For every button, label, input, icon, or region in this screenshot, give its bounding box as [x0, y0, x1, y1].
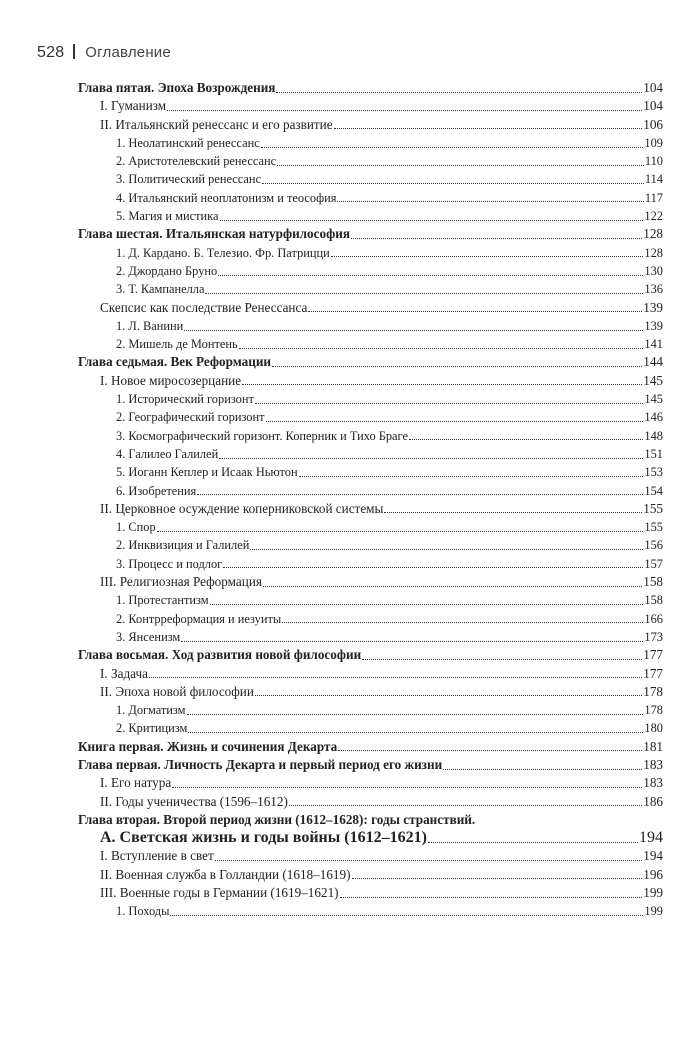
dot-leader [299, 476, 644, 477]
toc-entry [78, 774, 663, 792]
toc-entry [78, 244, 663, 262]
toc-entry-title: II. Эпоха новой философии [100, 683, 254, 699]
toc-entry-title: 3. Т. Кампанелла [116, 282, 205, 297]
dot-leader [172, 787, 642, 788]
toc-entry-title: I. Вступление в свет [100, 848, 214, 864]
toc-entry [78, 500, 663, 518]
toc-entry [78, 628, 663, 646]
toc-entry-title: I. Его натура [100, 775, 172, 791]
toc-page-number: 196 [643, 866, 663, 882]
toc-page-number: 109 [644, 135, 663, 150]
dot-leader [308, 311, 642, 312]
dot-leader [338, 750, 642, 751]
toc-entry-title: 1. Исторический горизонт [116, 392, 254, 407]
toc-page-number: 183 [643, 756, 663, 772]
toc-entry-title: 4. Галилео Галилей [116, 446, 219, 461]
toc-chapter-entry [78, 79, 663, 97]
dot-leader [215, 860, 643, 861]
toc-entry [78, 482, 663, 500]
dot-leader [167, 110, 642, 111]
toc-entry [78, 134, 663, 152]
toc-page-number: 173 [644, 629, 663, 644]
toc-entry-title: Книга первая. Жизнь и сочинения Декарта [78, 738, 338, 754]
toc-page-number: 139 [644, 318, 663, 333]
toc-page-number: 144 [643, 354, 663, 370]
toc-entry [78, 555, 663, 573]
toc-page-number: 148 [644, 428, 663, 443]
toc-page-number: 194 [643, 848, 663, 864]
dot-leader [242, 384, 642, 385]
toc-entry-title: 2. Географический горизонт [116, 410, 265, 425]
toc-chapter-entry [78, 353, 663, 371]
toc-page-number: 157 [644, 556, 663, 571]
dot-leader [197, 494, 643, 495]
toc-entry [78, 372, 663, 390]
toc-chapter-entry [78, 756, 663, 774]
dot-leader [220, 220, 644, 221]
toc-entry [78, 518, 663, 536]
toc-entry-title: 1. Д. Кардано. Б. Телезио. Фр. Патрицци [116, 245, 330, 260]
dot-leader [218, 275, 643, 276]
toc-entry-title: 2. Джордано Бруно [116, 263, 218, 278]
toc-entry-title: 2. Критицизм [116, 721, 188, 736]
toc-page-number: 199 [644, 904, 663, 919]
running-head [37, 44, 171, 62]
toc-entry-title: 4. Итальянский неоплатонизм и теософия [116, 190, 337, 205]
toc-entry [78, 847, 663, 865]
toc-page-number: 180 [644, 721, 663, 736]
toc-page-number: 128 [643, 226, 663, 242]
toc-entry [78, 665, 663, 683]
toc-entry-title: 3. Процесс и подлог [116, 556, 223, 571]
toc-entry [78, 280, 663, 298]
toc-page-number: 158 [644, 593, 663, 608]
dot-leader [289, 805, 642, 806]
toc-entry-title: 1. Протестантизм [116, 593, 209, 608]
dot-leader [223, 567, 643, 568]
dot-leader [219, 458, 643, 459]
toc-page-number: 156 [644, 538, 663, 553]
toc-entry-title: II. Годы ученичества (1596–1612) [100, 793, 288, 809]
dot-leader [351, 238, 642, 239]
toc-entry-title: II. Военная служба в Голландии (1618–1619) [100, 866, 351, 882]
toc-page-number: 177 [643, 665, 663, 681]
dot-leader [157, 531, 644, 532]
toc-entry-title: 6. Изобретения [116, 483, 197, 498]
toc-entry-title: Глава шестая. Итальянская натурфилософия [78, 226, 350, 242]
toc-entry-title: I. Задача [100, 665, 148, 681]
toc-entry [78, 408, 663, 426]
toc-page-number: 104 [643, 98, 663, 114]
toc-chapter-entry [78, 225, 663, 243]
toc-entry-title: Глава восьмая. Ход развития новой философии [78, 647, 362, 663]
toc-page-number: 106 [643, 116, 663, 132]
dot-leader [277, 165, 644, 166]
toc-page-number: 186 [643, 793, 663, 809]
toc-entry [78, 335, 663, 353]
toc-page-number: 145 [643, 372, 663, 388]
dot-leader [239, 348, 644, 349]
toc-entry-title: 2. Инквизиция и Галилей [116, 538, 250, 553]
toc-entry [78, 390, 663, 408]
toc-entry [78, 793, 663, 811]
toc-entry [78, 610, 663, 628]
toc-page-number: 151 [644, 446, 663, 461]
toc-page-number: 183 [643, 775, 663, 791]
toc-entry-title: 5. Иоганн Кеплер и Исаак Ньютон [116, 465, 298, 480]
dot-leader [205, 293, 643, 294]
toc-page-number: 110 [644, 154, 663, 169]
toc-chapter-entry [78, 646, 663, 664]
dot-leader [331, 256, 644, 257]
toc-entry [78, 189, 663, 207]
dot-leader [340, 897, 643, 898]
toc-page-number: 177 [643, 647, 663, 663]
toc-page-number: 114 [644, 172, 663, 187]
toc-entry-title: 5. Магия и мистика [116, 209, 219, 224]
toc-entry-title: 1. Походы [116, 904, 170, 919]
toc-page-number: 194 [639, 829, 663, 847]
toc-entry [78, 536, 663, 554]
toc-entry-title: 3. Янсенизм [116, 629, 181, 644]
toc-entry [78, 811, 663, 848]
toc-page-number: 199 [643, 885, 663, 901]
page-number: 528 [37, 44, 65, 61]
table-of-contents [78, 79, 663, 921]
toc-entry-title: III. Религиозная Реформация [100, 574, 262, 590]
dot-leader [409, 439, 643, 440]
header-separator [73, 44, 75, 59]
toc-page-number: 122 [644, 209, 663, 224]
toc-page-number: 141 [644, 337, 663, 352]
dot-leader [443, 769, 642, 770]
toc-page-number: 146 [644, 410, 663, 425]
toc-page-number: 139 [643, 299, 663, 315]
toc-entry [78, 207, 663, 225]
toc-entry [78, 299, 663, 317]
toc-entry-title: 2. Мишель де Монтень [116, 337, 238, 352]
toc-entry [78, 463, 663, 481]
dot-leader [181, 641, 643, 642]
dot-leader [337, 201, 643, 202]
toc-page-number: 158 [643, 574, 663, 590]
toc-entry [78, 116, 663, 134]
dot-leader [184, 330, 643, 331]
toc-page-number: 153 [644, 465, 663, 480]
toc-page-number: 104 [643, 80, 663, 95]
dot-leader [276, 92, 642, 93]
toc-entry [78, 591, 663, 609]
toc-entry-title: 1. Неолатинский ренессанс [116, 135, 260, 150]
dot-leader [334, 128, 643, 129]
toc-entry [78, 427, 663, 445]
toc-entry [78, 866, 663, 884]
toc-entry-title: I. Гуманизм [100, 98, 167, 114]
dot-leader [263, 586, 642, 587]
dot-leader [384, 512, 642, 513]
toc-entry-title: II. Церковное осуждение коперниковской системы [100, 500, 384, 516]
toc-page-number: 154 [644, 483, 663, 498]
toc-page-number: 178 [643, 683, 663, 699]
toc-entry-title: III. Военные годы в Германии (1619–1621) [100, 885, 339, 901]
dot-leader [272, 366, 642, 367]
toc-page-number: 130 [644, 263, 663, 278]
toc-entry [78, 152, 663, 170]
toc-entry-title: Глава первая. Личность Декарта и первый период его жизни [78, 756, 443, 772]
toc-entry-title: 1. Догматизм [116, 703, 186, 718]
dot-leader [210, 604, 644, 605]
toc-entry-title: I. Новое миросозерцание [100, 372, 242, 388]
toc-entry-title: Глава седьмая. Век Реформации [78, 354, 272, 370]
toc-entry-title: II. Итальянский ренессанс и его развитие [100, 116, 333, 132]
dot-leader [170, 915, 643, 916]
toc-entry-title: Глава пятая. Эпоха Возрождения [78, 80, 276, 95]
toc-entry [78, 262, 663, 280]
toc-entry-title: 3. Космографический горизонт. Коперник и Тихо Браге [116, 428, 408, 443]
toc-entry-title: 1. Л. Ванини [116, 318, 184, 333]
toc-entry [78, 884, 663, 902]
toc-page-number: 128 [644, 245, 663, 260]
toc-entry-title-line1: Глава вторая. Второй период жизни (1612–1628): годы странствий. [78, 811, 476, 827]
toc-page-number: 166 [644, 611, 663, 626]
dot-leader [362, 659, 642, 660]
toc-page-number: 136 [644, 282, 663, 297]
toc-entry-title: 3. Политический ренессанс [116, 172, 262, 187]
toc-page-number: 155 [644, 520, 663, 535]
toc-entry [78, 902, 663, 920]
toc-entry [78, 683, 663, 701]
dot-leader [428, 842, 638, 843]
toc-page-number: 181 [643, 738, 663, 754]
dot-leader [255, 695, 642, 696]
toc-entry-title: 1. Спор [116, 520, 156, 535]
dot-leader [261, 147, 644, 148]
toc-entry [78, 170, 663, 188]
toc-entry [78, 573, 663, 591]
toc-entry-title: 2. Аристотелевский ренессанс [116, 154, 277, 169]
dot-leader [188, 732, 643, 733]
section-title: Оглавление [85, 44, 171, 61]
dot-leader [149, 677, 642, 678]
dot-leader [352, 878, 643, 879]
toc-page-number: 117 [644, 190, 663, 205]
toc-chapter-entry [78, 738, 663, 756]
toc-page-number: 155 [643, 500, 663, 516]
toc-entry [78, 97, 663, 115]
toc-page-number: 178 [644, 703, 663, 718]
toc-entry [78, 317, 663, 335]
toc-entry [78, 719, 663, 737]
dot-leader [187, 714, 644, 715]
dot-leader [255, 403, 644, 404]
toc-entry-title: 2. Контрреформация и иезуиты [116, 611, 282, 626]
toc-entry [78, 701, 663, 719]
toc-entry-title: А. Светская жизнь и годы войны (1612–1621) [100, 829, 427, 847]
dot-leader [250, 549, 643, 550]
toc-page-number: 145 [644, 392, 663, 407]
toc-entry [78, 445, 663, 463]
dot-leader [282, 622, 643, 623]
dot-leader [262, 183, 644, 184]
dot-leader [266, 421, 644, 422]
toc-entry-title: Скепсис как последствие Ренессанса [100, 299, 308, 315]
